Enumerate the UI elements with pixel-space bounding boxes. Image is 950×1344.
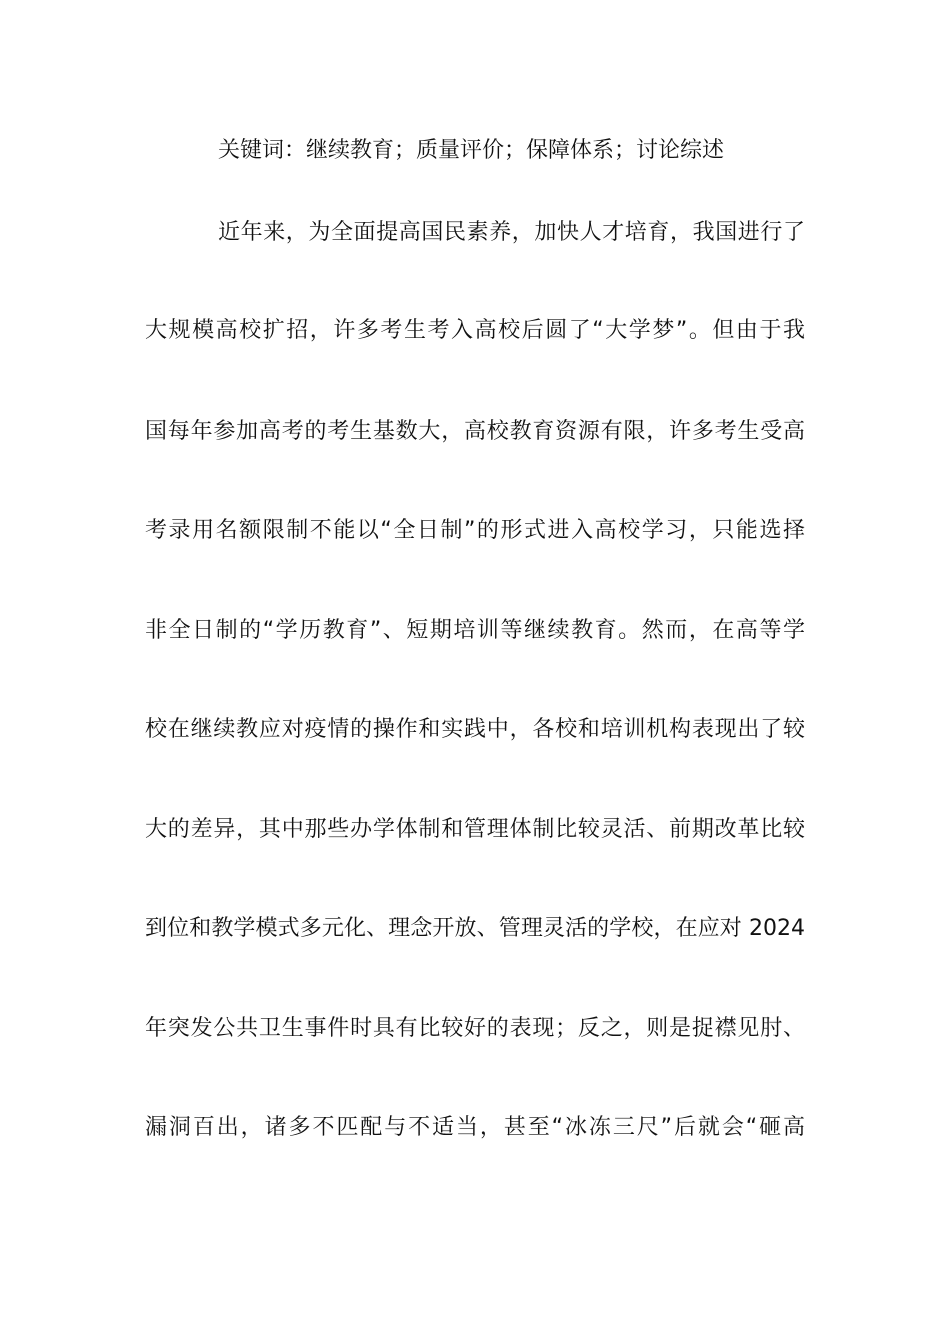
paragraph-line-10: 漏洞百出，诸多不匹配与不适当，甚至“冰冻三尺”后就会“砸高 (145, 1115, 805, 1140)
keywords-line: 关键词：继续教育；质量评价；保障体系；讨论综述 (218, 138, 725, 163)
paragraph-line-5: 非全日制的“学历教育”、短期培训等继续教育。然而，在高等学 (145, 618, 805, 643)
paragraph-line-2: 大规模高校扩招，许多考生考入高校后圆了“大学梦”。但由于我 (145, 318, 805, 343)
paragraph-line-1: 近年来，为全面提高国民素养，加快人才培育，我国进行了 (218, 220, 805, 245)
paragraph-line-9: 年突发公共卫生事件时具有比较好的表现；反之，则是捉襟见肘、 (145, 1016, 805, 1041)
paragraph-line-4: 考录用名额限制不能以“全日制”的形式进入高校学习，只能选择 (145, 518, 805, 543)
paragraph-line-6: 校在继续教应对疫情的操作和实践中，各校和培训机构表现出了较 (145, 717, 805, 742)
paragraph-line-3: 国每年参加高考的考生基数大，高校教育资源有限，许多考生受高 (145, 419, 805, 444)
paragraph-line-8: 到位和教学模式多元化、理念开放、管理灵活的学校，在应对 2024 (145, 916, 805, 941)
paragraph-line-7: 大的差异，其中那些办学体制和管理体制比较灵活、前期改革比较 (145, 817, 805, 842)
